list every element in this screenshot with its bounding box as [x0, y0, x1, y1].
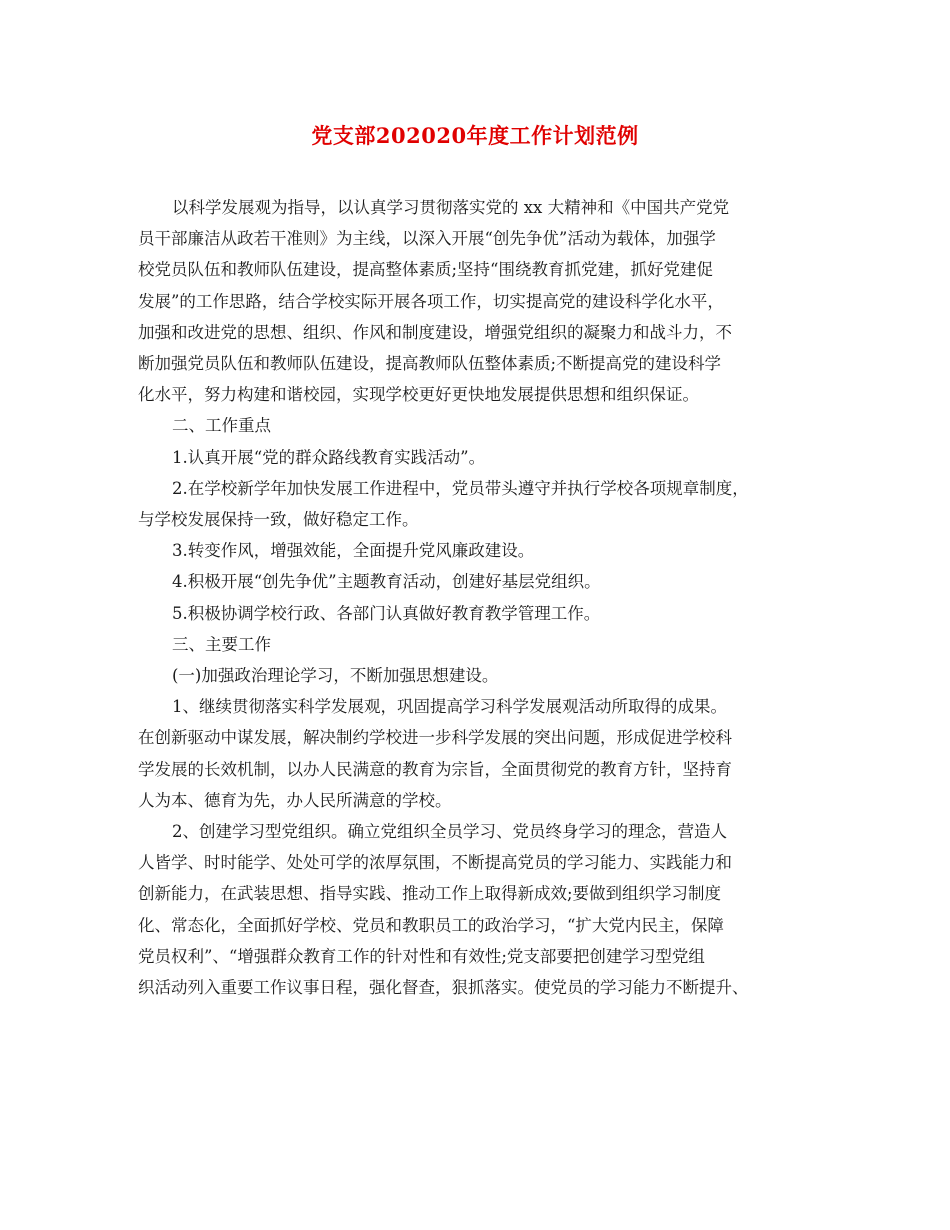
text-line: 5.积极协调学校行政、各部门认真做好教育教学管理工作。 [172, 603, 601, 623]
text-line: 学发展的长效机制，以办人民满意的教育为宗旨，全面贯彻党的教育方针，坚持育 [138, 759, 732, 779]
paragraph [138, 566, 814, 597]
text-line: 在创新驱动中谋发展，解决制约学校进一步科学发展的突出问题，形成促进学校科 [138, 728, 732, 748]
document-title: 党支部202020年度工作计划范例 [311, 123, 639, 148]
text-line: 4.积极开展“创先争优”主题教育活动，创建好基层党组织。 [172, 572, 601, 592]
text-line: 2、创建学习型党组织。确立党组织全员学习、党员终身学习的理念，营造人 [172, 822, 727, 842]
text-line: 员干部廉洁从政若干准则》为主线，以深入开展“创先争优”活动为载体，加强学 [138, 229, 716, 249]
text-line: 校党员队伍和教师队伍建设，提高整体素质;坚持“围绕教育抓党建，抓好党建促 [138, 260, 713, 280]
text-line: 创新能力，在武装思想、指导实践、推动工作上取得新成效;要做到组织学习制度 [138, 884, 722, 904]
text-line: 化水平，努力构建和谐校园，实现学校更好更快地发展提供思想和组织保证。 [138, 385, 699, 405]
text-line: 以科学发展观为指导，以认真学习贯彻落实党的 xx 大精神和《中国共产党党 [172, 198, 730, 217]
text-line: (一)加强政治理论学习，不断加强思想建设。 [172, 666, 499, 686]
paragraph [138, 442, 814, 473]
text-line: 1.认真开展“党的群众路线教育实践活动”。 [172, 447, 486, 467]
paragraph [138, 473, 814, 535]
text-line: 加强和改进党的思想、组织、作风和制度建设，增强党组织的凝聚力和战斗力，不 [138, 322, 732, 342]
paragraph [138, 192, 814, 410]
text-line: 化、常态化，全面抓好学校、党员和教职员工的政治学习，“扩大党内民主，保障 [138, 915, 724, 935]
text-line: 人皆学、时时能学、处处可学的浓厚氛围，不断提高党员的学习能力、实践能力和 [138, 853, 732, 873]
text-line: 三、主要工作 [172, 634, 271, 654]
paragraph [138, 598, 814, 629]
document-body [138, 192, 814, 1003]
text-line: 织活动列入重要工作议事日程，强化督查，狠抓落实。使党员的学习能力不断提升、 [138, 978, 749, 998]
text-line: 人为本、德育为先，办人民所满意的学校。 [138, 790, 452, 810]
paragraph [138, 629, 814, 660]
paragraph [138, 691, 814, 816]
paragraph [138, 816, 814, 1003]
text-line: 党员权利”、“增强群众教育工作的针对性和有效性;党支部要把创建学习型党组 [138, 946, 705, 966]
text-line: 1、继续贯彻落实科学发展观，巩固提高学习科学发展观活动所取得的成果。 [172, 697, 727, 717]
paragraph [138, 410, 814, 441]
text-line: 与学校发展保持一致，做好稳定工作。 [138, 510, 419, 530]
text-line: 3.转变作风，增强效能，全面提升党风廉政建设。 [172, 541, 535, 561]
text-line: 断加强党员队伍和教师队伍建设，提高教师队伍整体素质;不断提高党的建设科学 [138, 354, 722, 374]
paragraph [138, 535, 814, 566]
text-line: 2.在学校新学年加快发展工作进程中，党员带头遵守并执行学校各项规章制度， [172, 478, 749, 498]
paragraph [138, 660, 814, 691]
text-line: 发展”的工作思路，结合学校实际开展各项工作，切实提高党的建设科学化水平， [138, 291, 724, 311]
text-line: 二、工作重点 [172, 416, 271, 436]
